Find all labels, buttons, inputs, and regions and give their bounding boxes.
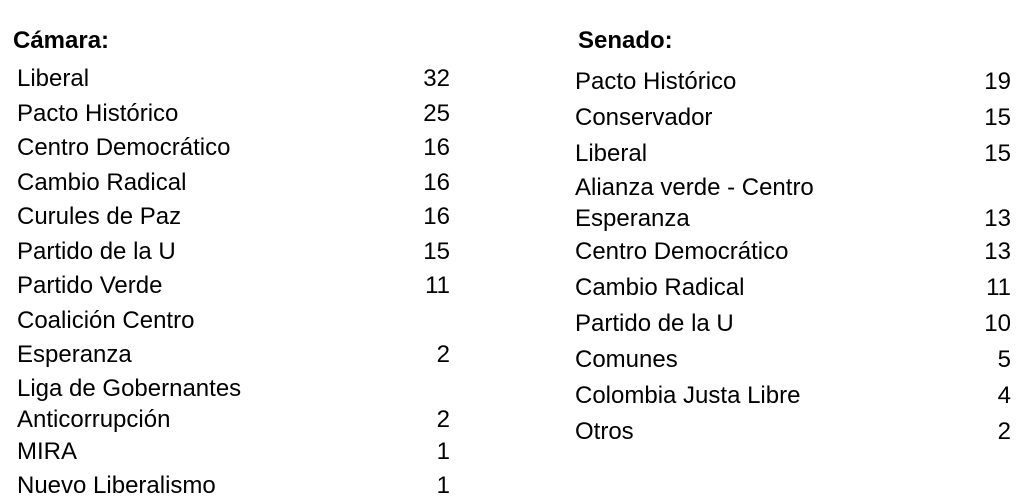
- party-name: Partido de la U: [17, 237, 176, 265]
- seat-count: 1: [436, 437, 450, 465]
- seat-count: 4: [997, 382, 1011, 409]
- party-name: Pacto Histórico: [17, 99, 179, 127]
- party-name: Liberal: [575, 140, 648, 167]
- party-name: Cambio Radical: [575, 274, 745, 301]
- list-item: [0, 469, 470, 504]
- list-item: [560, 234, 1031, 270]
- list-item: [560, 378, 1031, 414]
- party-name: MIRA: [17, 437, 77, 465]
- party-name: Liberal: [17, 65, 90, 92]
- seat-count: 1: [436, 472, 450, 499]
- list-item: [0, 62, 470, 97]
- party-name: Partido Verde: [17, 272, 163, 299]
- party-name: Partido de la U: [575, 310, 734, 337]
- list-item: [560, 270, 1031, 306]
- party-name: Coalición Centro Esperanza: [17, 306, 195, 368]
- list-item: [560, 64, 1031, 100]
- list-item: [560, 172, 1031, 234]
- party-name: Liga de Gobernantes Anticorrupción: [17, 374, 242, 433]
- camara-seat-list: [0, 62, 470, 504]
- party-name: Pacto Histórico: [575, 68, 737, 95]
- seat-count: 15: [984, 104, 1011, 131]
- seat-count: 11: [425, 272, 450, 299]
- list-item: [560, 342, 1031, 378]
- list-item: [560, 306, 1031, 342]
- seat-count: 32: [423, 65, 450, 92]
- party-name: Alianza verde - Centro Esperanza: [575, 174, 814, 232]
- party-name: Centro Democrático: [17, 134, 231, 161]
- list-item: [0, 373, 470, 435]
- seat-count: 13: [984, 205, 1011, 232]
- list-item: [0, 304, 470, 373]
- list-item: [560, 136, 1031, 172]
- party-name: Centro Democrático: [575, 238, 789, 265]
- seat-count: 2: [436, 405, 450, 433]
- seat-count: 15: [984, 140, 1011, 167]
- list-item: [0, 435, 470, 470]
- list-item: [0, 131, 470, 166]
- list-item: [560, 414, 1031, 450]
- senado-seat-list: [560, 64, 1031, 450]
- party-name: Nuevo Liberalismo: [17, 472, 216, 499]
- seat-count: 10: [984, 310, 1011, 337]
- seat-count: 5: [997, 346, 1011, 373]
- seat-count: 16: [423, 168, 450, 196]
- party-name: Curules de Paz: [17, 203, 182, 230]
- party-name: Colombia Justa Libre: [575, 382, 801, 409]
- seat-count: 2: [436, 341, 450, 368]
- list-item: [560, 100, 1031, 136]
- party-name: Cambio Radical: [17, 168, 187, 196]
- list-item: [0, 97, 470, 132]
- senado-title: Senado:: [578, 27, 673, 54]
- seat-count: 13: [984, 238, 1011, 265]
- seat-count: 11: [986, 274, 1011, 301]
- list-item: [0, 200, 470, 235]
- party-name: Comunes: [575, 346, 678, 373]
- seat-count: 16: [423, 134, 450, 161]
- seat-count: 15: [423, 237, 450, 265]
- camara-title: Cámara:: [13, 27, 110, 54]
- party-name: Otros: [575, 418, 634, 445]
- seat-count: 2: [997, 418, 1011, 445]
- list-item: [0, 166, 470, 201]
- seat-count: 16: [423, 203, 450, 230]
- seat-count: 25: [423, 99, 450, 127]
- list-item: [0, 269, 470, 304]
- party-name: Conservador: [575, 104, 713, 131]
- list-item: [0, 235, 470, 270]
- seat-count: 19: [984, 68, 1011, 95]
